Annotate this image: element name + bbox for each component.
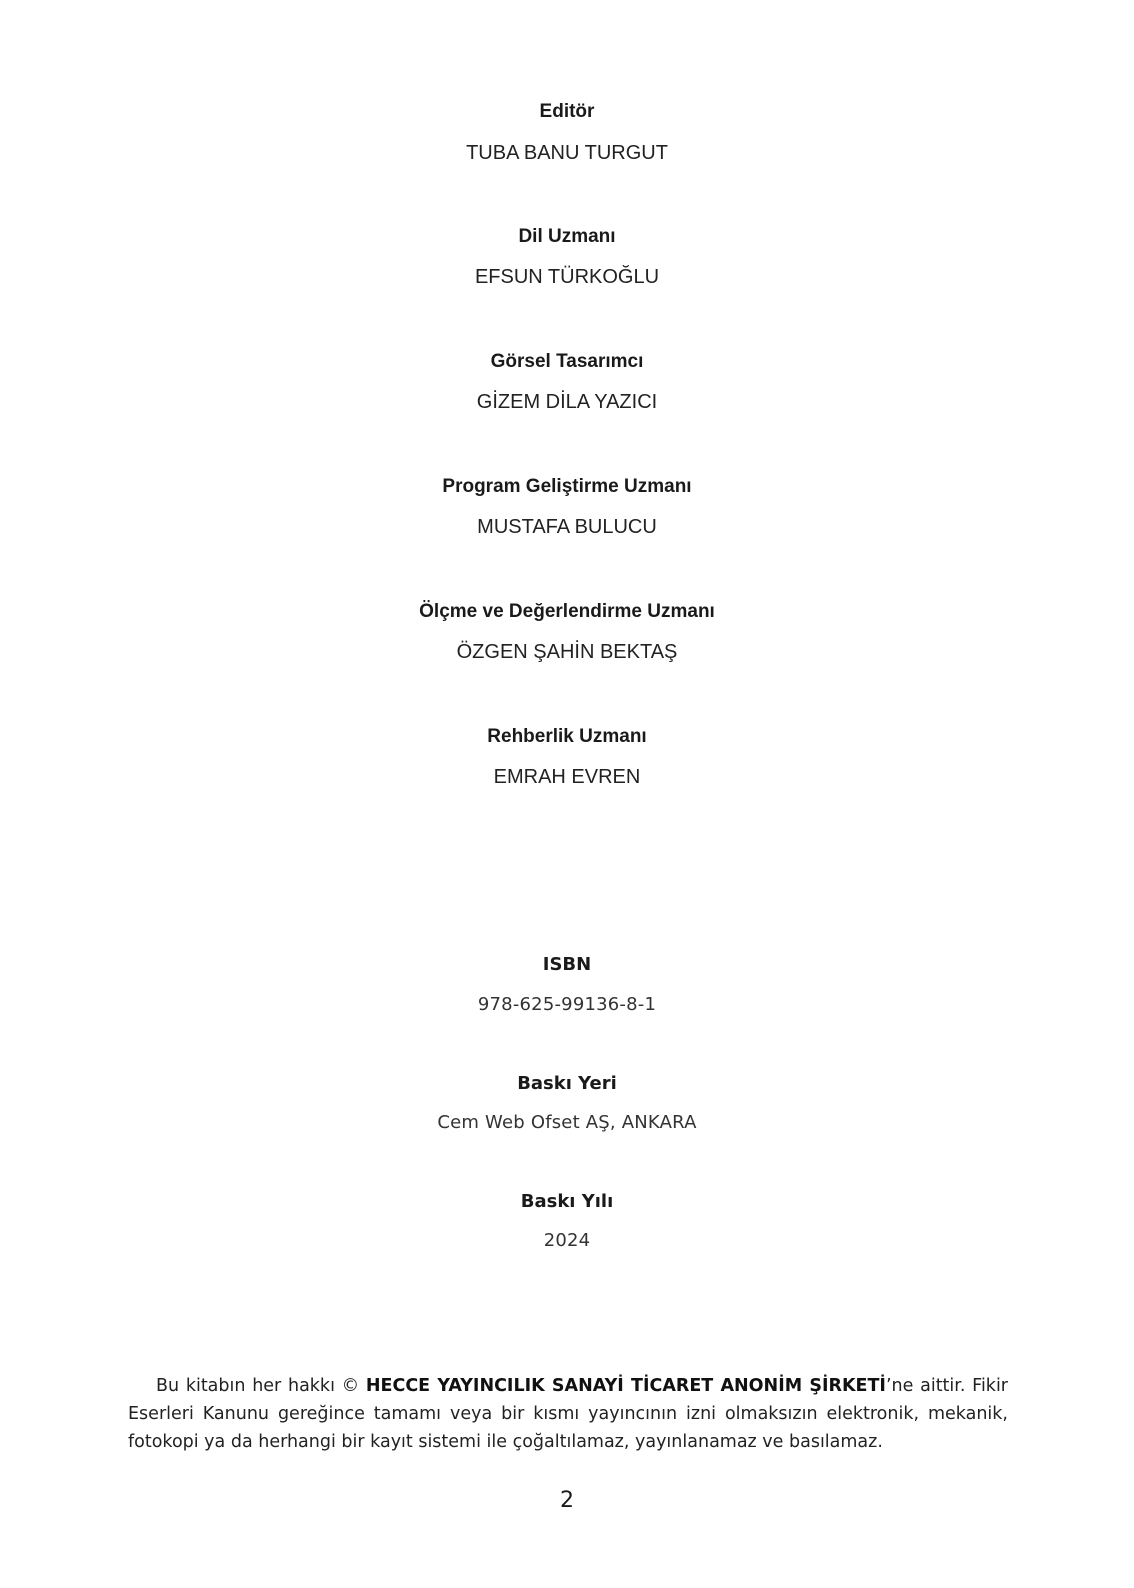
- credit-role: Editör: [539, 101, 595, 122]
- copyright-suffix: ’ne aittir. Fikir Eserleri Kanunu gereğince tamamı veya bir kısmı yayıncının izni olmaksızın elektronik, mekanik, fotokopi ya da herhangi bir kayıt sistemi ile çoğaltılamaz, yayınlanamaz ve basılamaz.: [128, 1376, 1009, 1452]
- credit-name: GİZEM DİLA YAZICI: [476, 391, 658, 413]
- print-place-label: Baskı Yeri: [517, 1073, 617, 1094]
- print-year-value: 2024: [543, 1230, 591, 1251]
- credit-name: EMRAH EVREN: [493, 766, 641, 788]
- credit-role: Dil Uzmanı: [518, 226, 616, 247]
- credit-role: Rehberlik Uzmanı: [487, 726, 647, 747]
- credit-name: TUBA BANU TURGUT: [466, 142, 668, 164]
- isbn-value: 978-625-99136-8-1: [477, 994, 657, 1015]
- credit-role: Program Geliştirme Uzmanı: [442, 476, 692, 497]
- credit-role: Görsel Tasarımcı: [490, 351, 644, 372]
- page-number: 2: [560, 1488, 574, 1513]
- print-year-label: Baskı Yılı: [520, 1191, 614, 1212]
- isbn-label: ISBN: [542, 954, 592, 975]
- print-place-value: Cem Web Ofset AŞ, ANKARA: [437, 1112, 697, 1133]
- copyright-prefix: Bu kitabın her hakkı ©: [156, 1376, 366, 1396]
- copyright-company: HECCE YAYINCILIK SANAYİ TİCARET ANONİM ŞİRKETİ: [365, 1376, 886, 1396]
- credit-name: EFSUN TÜRKOĞLU: [474, 266, 660, 288]
- copyright-notice: [128, 1372, 1008, 1456]
- credit-name: ÖZGEN ŞAHİN BEKTAŞ: [456, 641, 678, 663]
- credit-name: MUSTAFA BULUCU: [477, 516, 657, 538]
- credit-role: Ölçme ve Değerlendirme Uzmanı: [419, 601, 715, 622]
